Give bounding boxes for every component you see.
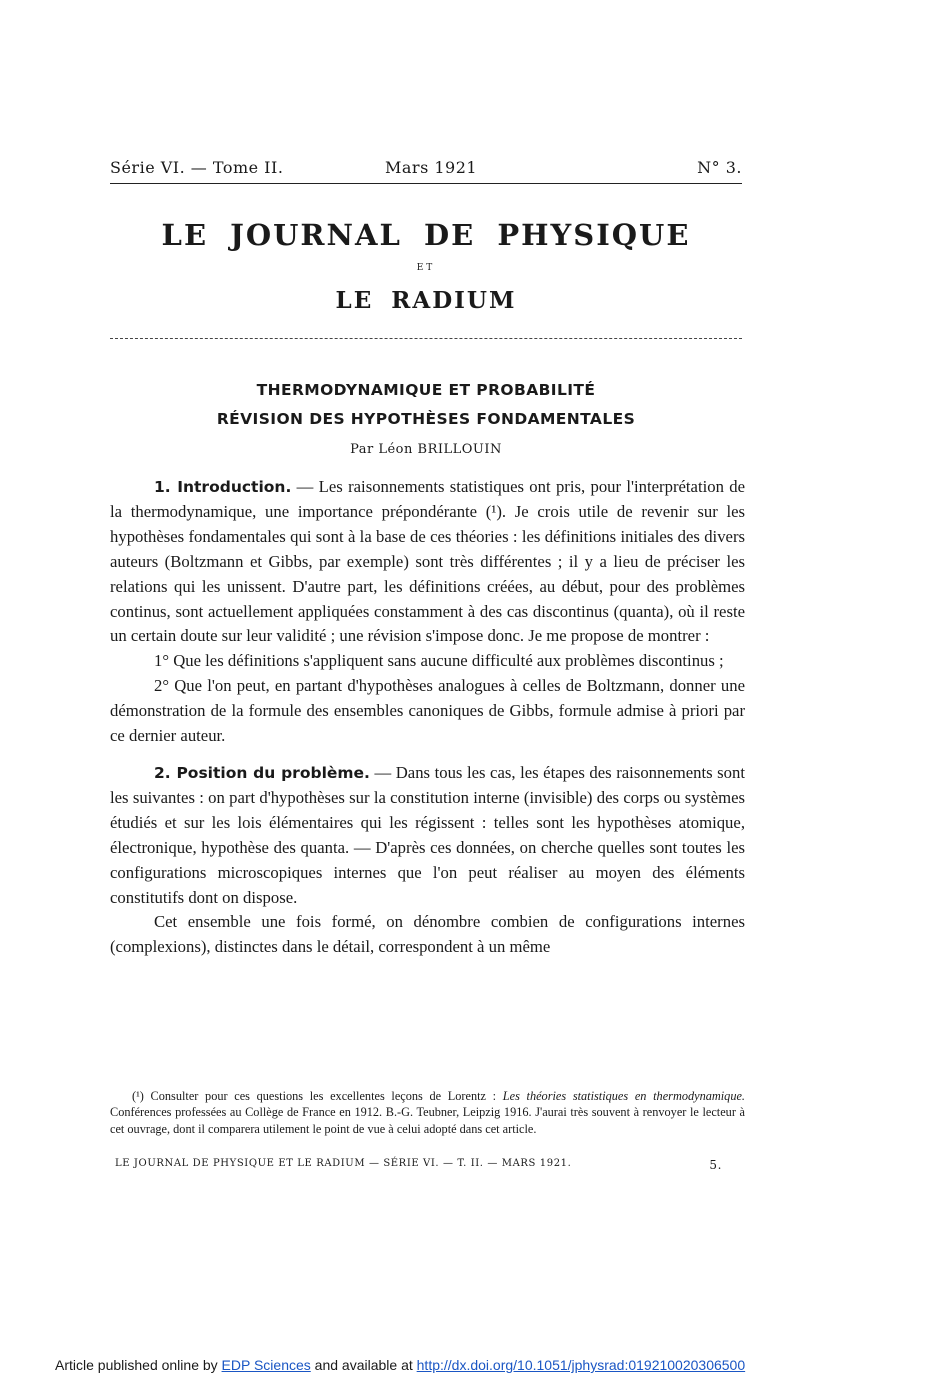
issue-number: N° 3.: [697, 158, 742, 177]
article-title-line-1: THERMODYNAMIQUE ET PROBABILITÉ: [256, 381, 596, 399]
publisher-middle: and available at: [310, 1357, 417, 1373]
publisher-notice: [55, 1357, 745, 1373]
footnote-tail: Conférences professées au Collège de France en 1912. B.-G. Teubner, Leipzig 1916. J'aurai très souvent à renvoyer le lecteur à cet ouvrage, dont il comparera utilement le point de vue à celui adopté dans cet article.: [110, 1105, 745, 1136]
footnote-book-title: Les théories statistiques en thermodynamique.: [502, 1089, 745, 1103]
masthead-rule: [110, 338, 742, 339]
header-rule: [110, 183, 742, 184]
section-2-text: — Dans tous les cas, les étapes des raisonnements sont les suivantes : on part d'hypothèses sur la constitution interne (invisible) des corps ou systèmes étudiés et sur les lois élémentaires qui les régissent : telles sont les hypothèses atomique, électronique, hypothèse des quanta. — D'après ces données, on cherche quelles sont toutes les configurations microscopiques internes que l'on peut réaliser au moyen des éléments constitutifs dont on dispose.: [110, 762, 745, 907]
section-2-paragraph-2: Cet ensemble une fois formé, on dénombre combien de configurations internes (complexions), distinctes dans le détail, correspondent à un même: [110, 912, 745, 957]
doi-link[interactable]: http://dx.doi.org/10.1051/jphysrad:019210020306500: [416, 1357, 746, 1373]
publisher-prefix: Article published online by: [55, 1357, 222, 1373]
section-1-paragraph: [110, 475, 745, 649]
footnote: [110, 1088, 745, 1137]
article-body: [110, 475, 745, 960]
issue-date: Mars 1921: [385, 158, 478, 177]
footnote-text: [110, 1088, 745, 1137]
section-1-item-1: 1° Que les définitions s'appliquent sans aucune difficulté aux problèmes discontinus ;: [154, 651, 724, 671]
running-head: [110, 158, 742, 180]
footnote-lead: (¹) Consulter pour ces questions les excellentes leçons de Lorentz :: [132, 1089, 503, 1103]
edp-sciences-link[interactable]: EDP Sciences: [221, 1357, 311, 1373]
article-title-line-2: RÉVISION DES HYPOTHÈSES FONDAMENTALES: [216, 410, 636, 428]
journal-et: ET: [416, 263, 436, 273]
section-2-heading: 2. Position du problème.: [154, 763, 370, 782]
article-byline: Par Léon BRILLOUIN: [350, 442, 502, 457]
page-number: 5.: [709, 1158, 722, 1172]
journal-title: LE JOURNAL DE PHYSIQUE: [161, 218, 691, 252]
series-volume: Série VI. — Tome II.: [110, 158, 284, 177]
section-1-item-2: 2° Que l'on peut, en partant d'hypothèses analogues à celles de Boltzmann, donner une démonstration de la formule des ensembles canoniques de Gibbs, formule admise à priori par ce dernier auteur.: [110, 676, 745, 746]
section-2-paragraph: [110, 761, 745, 910]
section-1-text: — Les raisonnements statistiques ont pris, pour l'interprétation de la thermodynamique, une importance prépondérante (¹). Je crois utile de revenir sur les hypothèses fondamentales qui sont à la base de ces théories : les définitions initiales des divers auteurs (Boltzmann et Gibbs, par exemple) sont très différentes ; il y a lieu de préciser les relations qui les unissent. D'autre part, les définitions créées, au début, pour des problèmes continus, sont actuellement appliquées constamment à des cas discontinus (quanta), où il reste un certain doute sur leur validité ; une révision s'impose donc. Je me propose de montrer :: [110, 477, 745, 646]
section-1-heading: 1. Introduction.: [154, 478, 292, 496]
page-footer: [110, 1158, 722, 1176]
journal-subtitle: LE RADIUM: [335, 287, 517, 314]
footer-citation: LE JOURNAL DE PHYSIQUE ET LE RADIUM — SÉRIE VI. — T. II. — MARS 1921.: [115, 1158, 572, 1169]
